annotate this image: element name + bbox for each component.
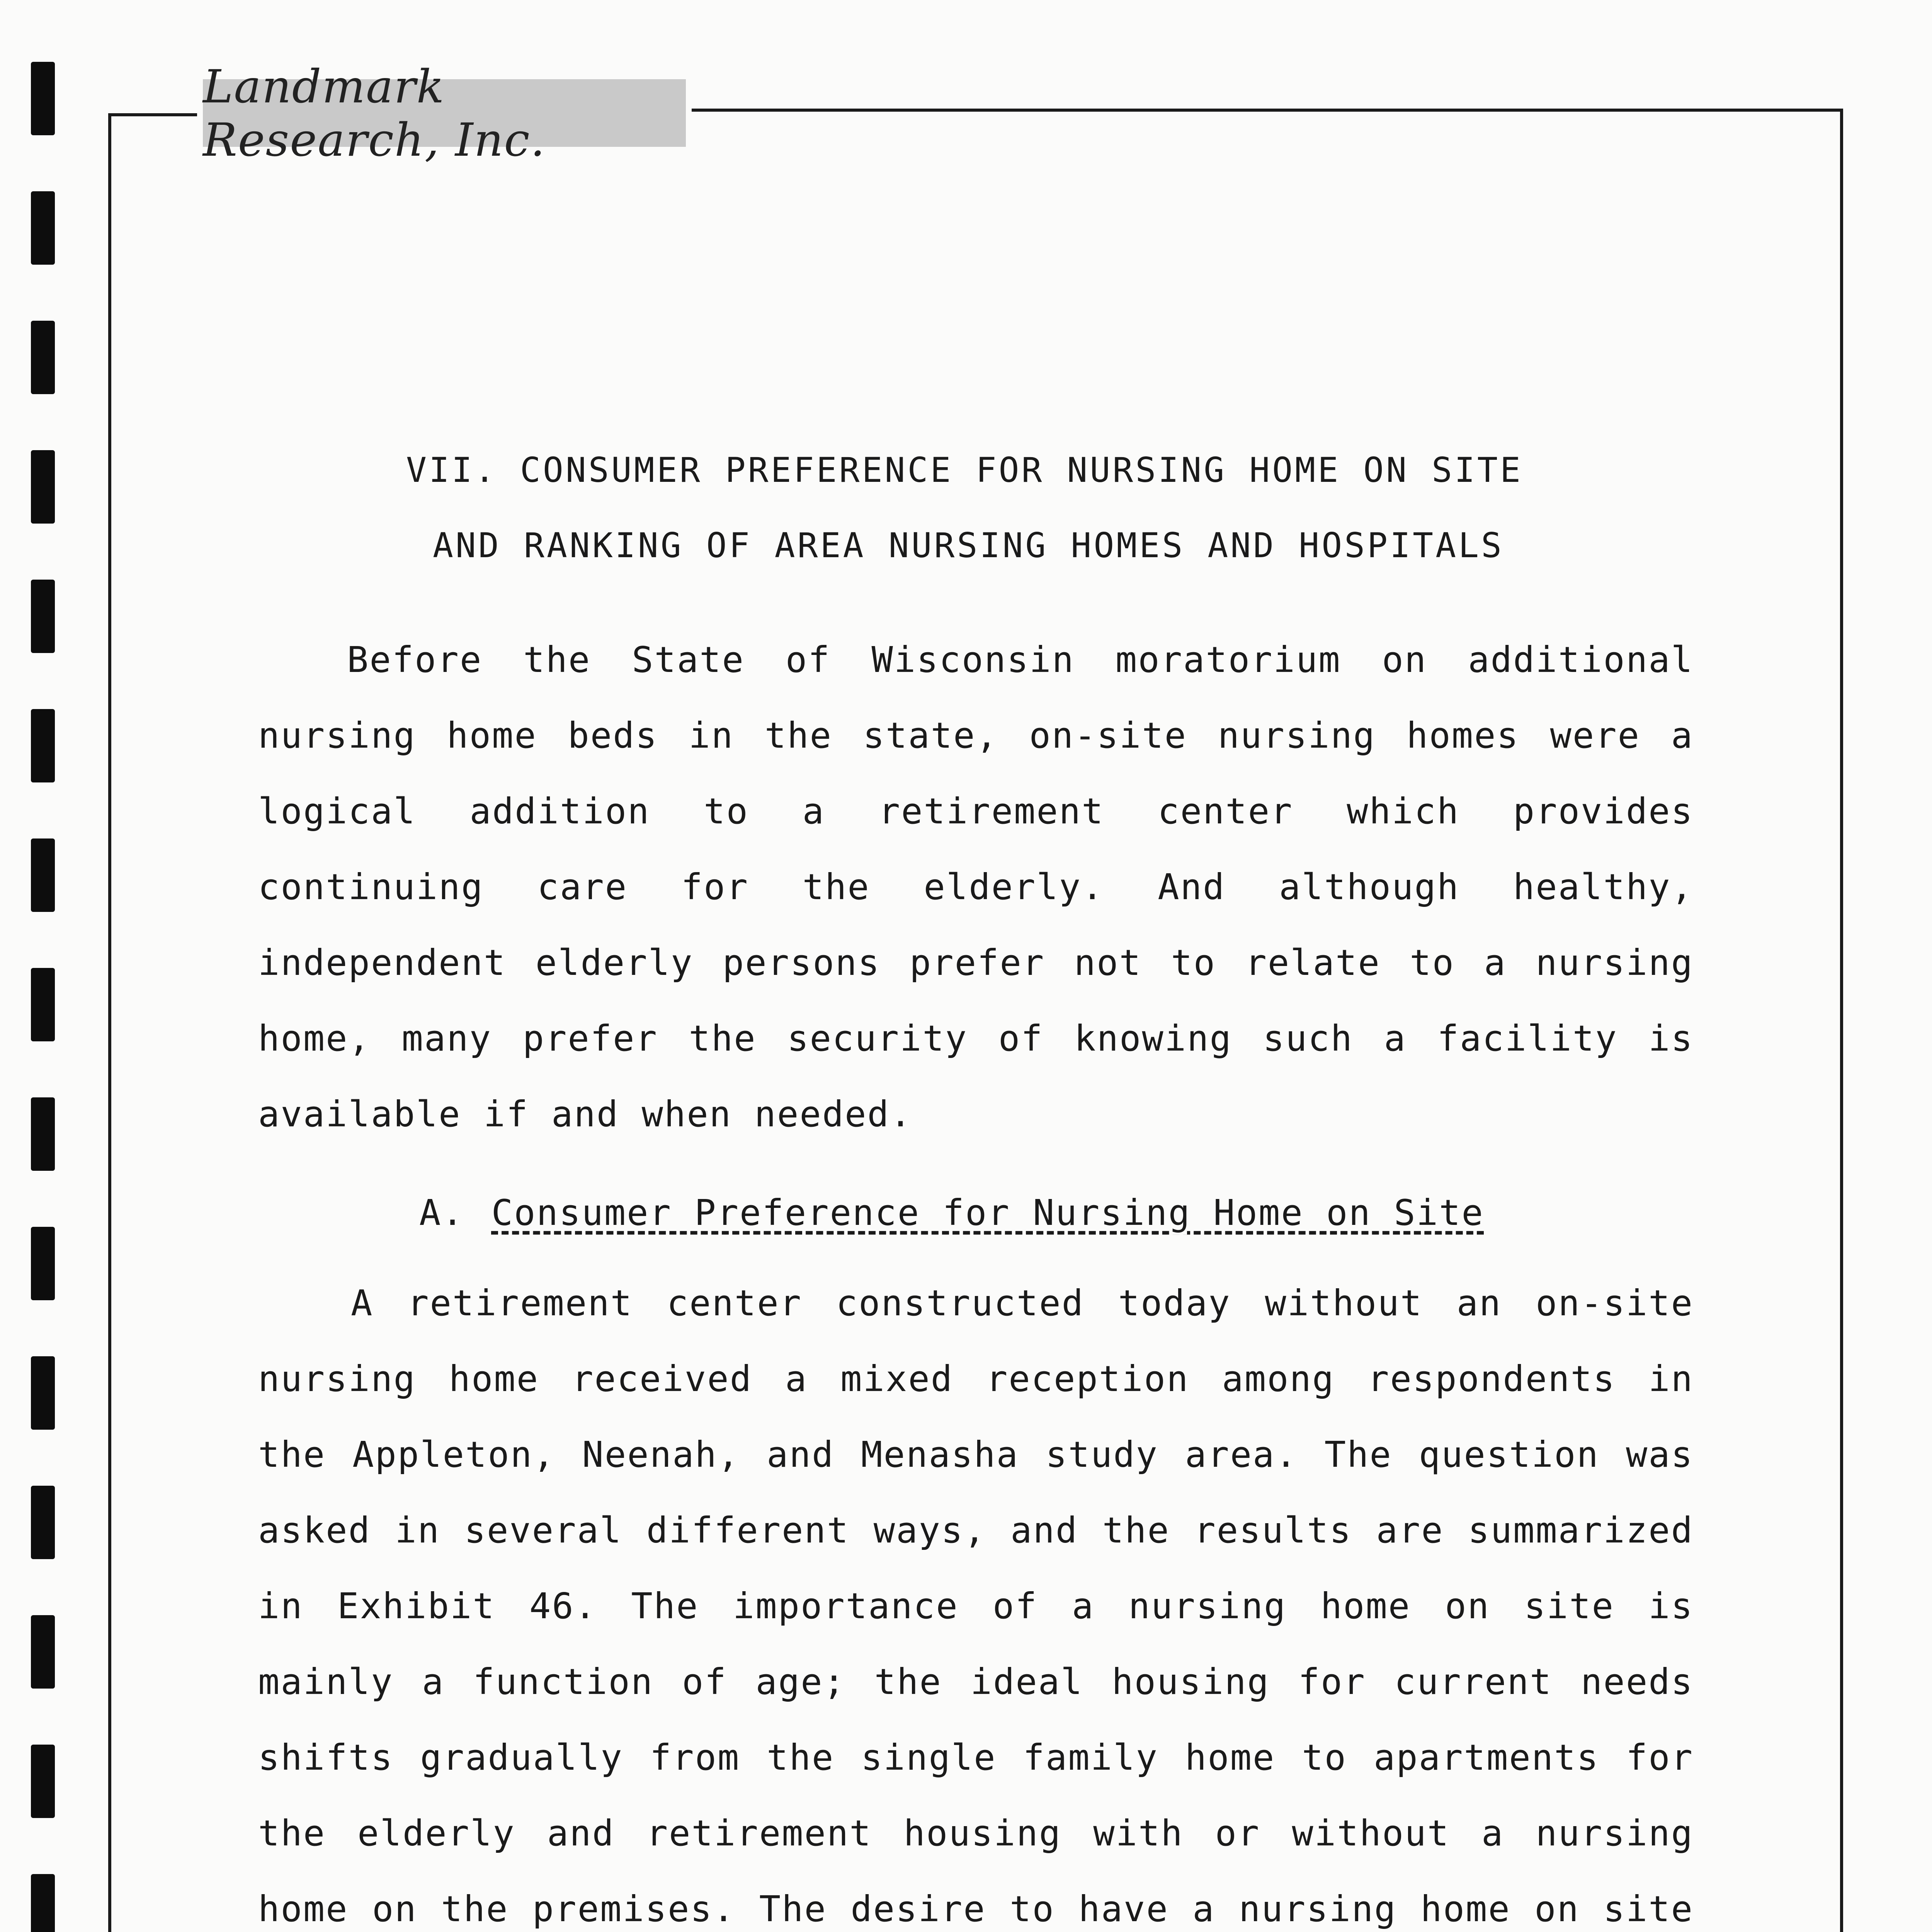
intro-paragraph: Before the State of Wisconsin moratorium on additional nursing home beds in the state, on-site nursing homes were a logical addition to a retirement center which provides continuing care for the elderly. And although healthy, independent elderly persons prefer not to relate to a nursing home, many prefer the security of knowing such a facility is available if and when needed. xyxy=(258,639,1694,1135)
frame-border-right xyxy=(1840,109,1843,1932)
frame-border-left xyxy=(108,113,111,1932)
logo-text: Landmark Research, Inc. xyxy=(203,60,546,167)
section-heading-line-1: VII. CONSUMER PREFERENCE FOR NURSING HOME ON SITE xyxy=(406,450,1523,490)
binding-mark xyxy=(31,1745,55,1818)
subsection-label: A. xyxy=(419,1192,464,1233)
binding-mark xyxy=(31,1227,55,1300)
binding-mark xyxy=(31,1097,55,1171)
subsection-heading xyxy=(419,1192,1484,1233)
binding-mark xyxy=(31,968,55,1041)
frame-border-top-left xyxy=(108,113,197,116)
subsection-paragraph: A retirement center constructed today without an on-site nursing home received a mixed reception among respondents in the Appleton, Neenah, and Menasha study area. The question was asked in several different ways, and the results are summarized in Exhibit 46. The importance of a nursing home on site is mainly a function of age; the ideal housing for current needs shifts gradually from the single family home to apartments for the elderly and retirement housing with or without a nursing home on the premises. The desire to have a nursing home on site xyxy=(258,1282,1694,1930)
binding-mark xyxy=(31,62,55,135)
binding-mark xyxy=(31,1874,55,1932)
binding-mark xyxy=(31,1615,55,1689)
binding-mark xyxy=(31,191,55,265)
binding-mark xyxy=(31,1486,55,1559)
frame-border-top-right xyxy=(692,109,1843,112)
subsection-title: Consumer Preference for Nursing Home on Site xyxy=(491,1192,1484,1233)
binding-mark xyxy=(31,838,55,912)
section-heading-line-2: AND RANKING OF AREA NURSING HOMES AND HOSPITALS xyxy=(432,526,1504,565)
binding-mark xyxy=(31,580,55,653)
binding-mark xyxy=(31,1356,55,1430)
binding-mark xyxy=(31,321,55,394)
company-logo xyxy=(203,60,686,167)
binding-mark xyxy=(31,709,55,782)
